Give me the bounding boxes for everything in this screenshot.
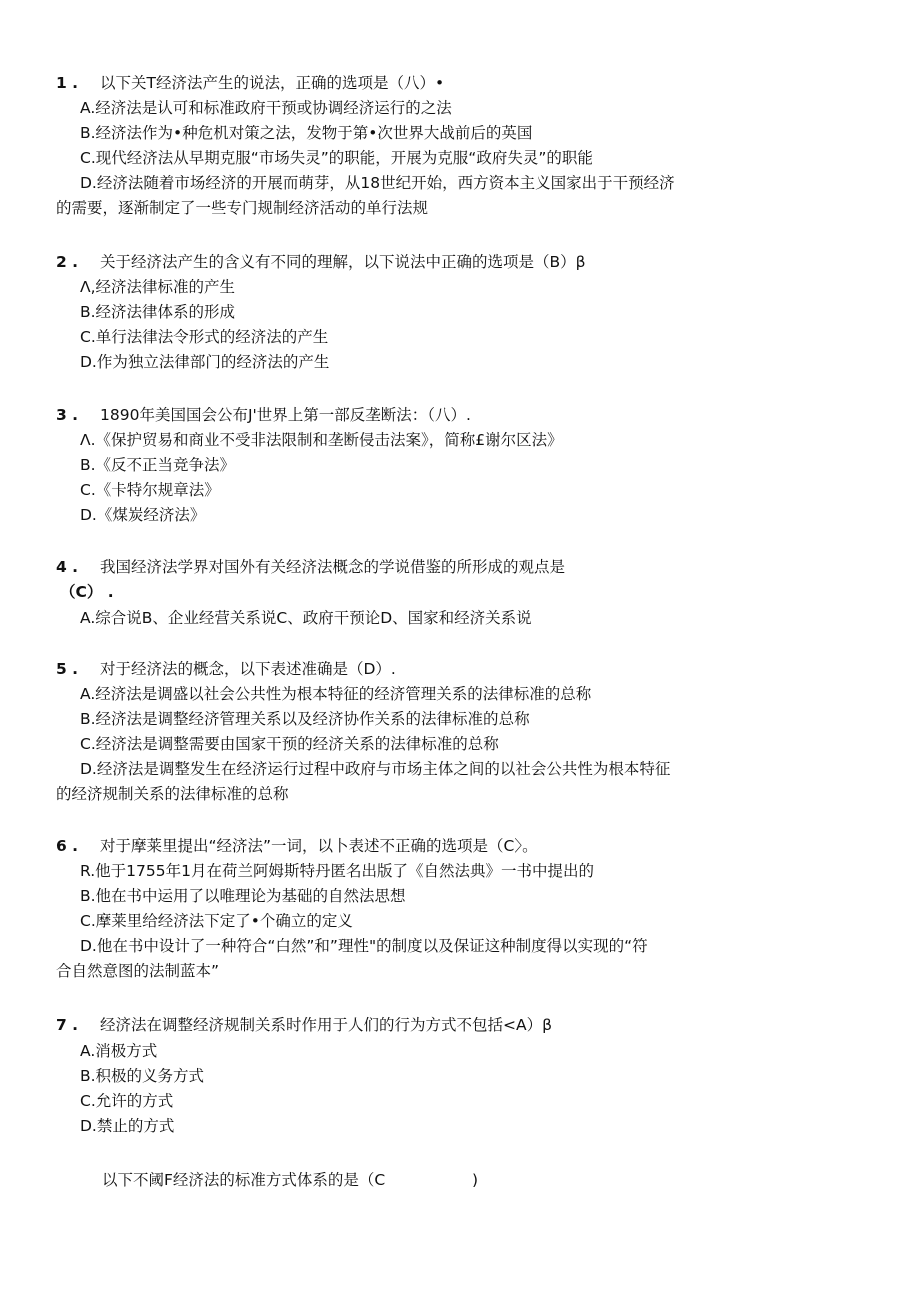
- question-6-option-c: C.摩莱里给经济法下定了•个确立的定义: [80, 912, 353, 930]
- question-3-option-c: C.《卡特尔规章法》: [80, 481, 220, 499]
- question-1-option-d: D.经济法随着市场经济的开展而萌芽，从18世纪开始，西方资本主义国家出于干预经济: [80, 174, 675, 192]
- question-text: 1890年美国国会公布J'世界上第一部反垄断法：（八）.: [100, 406, 471, 424]
- question-3-option-d: D.《煤炭经济法》: [80, 506, 206, 524]
- question-5-option-d-cont: 的经济规制关系的法律标准的总称: [56, 785, 289, 803]
- question-2-stem: [56, 251, 586, 273]
- question-7-option-b: B.积极的义务方式: [80, 1067, 205, 1085]
- question-6-stem: [56, 835, 538, 857]
- question-7-option-a: A.消极方式: [80, 1042, 158, 1060]
- question-5-option-c: C.经济法是调整需要由国家干预的经济关系的法律标准的总称: [80, 735, 499, 753]
- question-4-option-a: A.综合说B、企业经营关系说C、政府干预论D、国家和经济关系说: [80, 609, 532, 627]
- question-8-close-paren: ): [472, 1171, 479, 1189]
- question-1-stem: [56, 72, 444, 94]
- question-text: 我国经济法学界对国外有关经济法概念的学说借鉴的所形成的观点是: [100, 558, 566, 576]
- question-6-option-b: B.他在书中运用了以唯理论为基础的自然法思想: [80, 887, 406, 905]
- question-1-option-d-cont: 的需要，逐渐制定了一些专门规制经济活动的单行法规: [56, 199, 429, 217]
- question-text: 以下关T经济法产生的说法，正确的选项是（八）•: [100, 74, 445, 92]
- question-6-option-a: R.他于1755年1月在荷兰阿姆斯特丹匿名出版了《自然法典》一书中提出的: [80, 862, 594, 880]
- question-2-option-d: D.作为独立法律部门的经济法的产生: [80, 353, 330, 371]
- question-4-stem-cont: （C） .: [60, 583, 114, 601]
- question-1-option-b: B.经济法作为•种危机对策之法，发物于第•次世界大战前后的英国: [80, 124, 533, 142]
- question-3-stem: [56, 404, 471, 426]
- question-7-option-c: C.允许的方式: [80, 1092, 174, 1110]
- question-6-option-d-cont: 合自然意图的法制蓝本”: [56, 962, 220, 980]
- question-3-option-a: Λ.《保护贸易和商业不受非法限制和垄断侵击法案》，简称£谢尔区法》: [80, 431, 563, 449]
- question-number: 4 .: [56, 558, 79, 576]
- question-number: 6 .: [56, 837, 79, 855]
- question-text: 对于摩莱里提出“经济法”一词，以卜表述不正确的选项是（C〉。: [100, 837, 538, 855]
- question-2-option-a: Λ,经济法律标准的产生: [80, 278, 236, 296]
- question-text: 关于经济法产生的含义有不同的理解，以下说法中正确的选项是（B）β: [100, 253, 586, 271]
- question-3-option-b: B.《反不正当竞争法》: [80, 456, 236, 474]
- question-7-stem: [56, 1014, 552, 1036]
- question-7-option-d: D.禁止的方式: [80, 1117, 175, 1135]
- question-number: 2 .: [56, 253, 79, 271]
- question-number: 3 .: [56, 406, 79, 424]
- question-4-stem: [56, 556, 565, 578]
- question-1-option-a: A.经济法是认可和标准政府干预或协调经济运行的之法: [80, 99, 452, 117]
- question-text: 经济法在调整经济规制关系时作用于人们的行为方式不包括<A）β: [100, 1016, 552, 1034]
- question-5-option-a: A.经济法是调盛以社会公共性为根本特征的经济管理关系的法律标准的总称: [80, 685, 592, 703]
- question-text: 对于经济法的概念，以下表述准确是（D）.: [100, 660, 396, 678]
- question-number: 5 .: [56, 660, 79, 678]
- question-2-option-b: B.经济法律体系的形成: [80, 303, 236, 321]
- question-6-option-d: D.他在书中设计了一种符合“白然”和”理性"的制度以及保证这种制度得以实现的“符: [80, 937, 648, 955]
- question-5-option-b: B.经济法是调整经济管理关系以及经济协作关系的法律标准的总称: [80, 710, 530, 728]
- question-5-option-d: D.经济法是调整发生在经济运行过程中政府与市场主体之间的以社会公共性为根本特征: [80, 760, 671, 778]
- question-5-stem: [56, 658, 396, 680]
- question-2-option-c: C.单行法律法令形式的经济法的产生: [80, 328, 329, 346]
- question-8-stem: 以下不阈F经济法的标准方式体系的是（C: [102, 1171, 386, 1189]
- question-number: 1 .: [56, 74, 79, 92]
- question-1-option-c: C.现代经济法从早期克服“市场失灵”的职能，开展为克服“政府失灵”的职能: [80, 149, 593, 167]
- question-number: 7 .: [56, 1016, 79, 1034]
